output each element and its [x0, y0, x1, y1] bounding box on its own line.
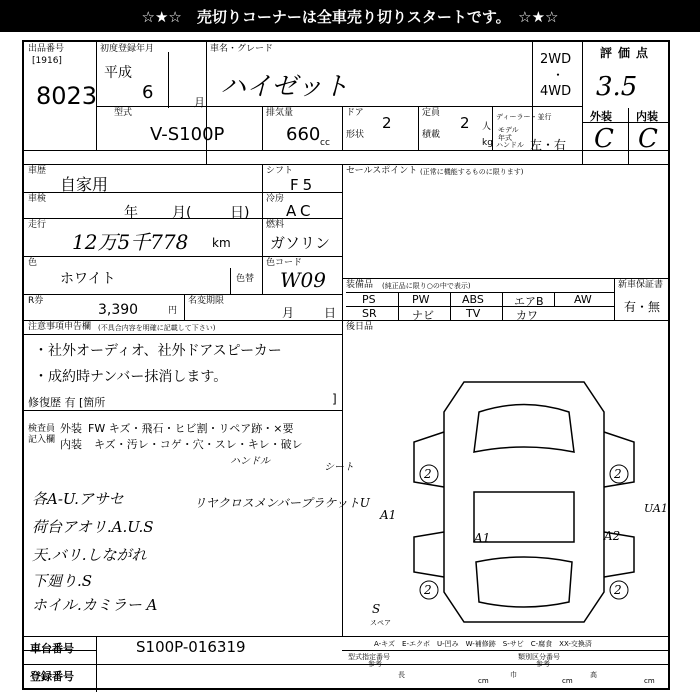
- inspector-ext-items: FW キズ・飛石・ヒビ割・リペア跡・×要: [88, 422, 294, 435]
- score-value: 3.5: [596, 72, 638, 102]
- transfer-month: 月: [282, 306, 295, 320]
- divider: [342, 164, 343, 636]
- class-ref: 参考: [536, 660, 550, 668]
- handle-value: 左・右: [530, 138, 567, 152]
- top-banner: [0, 0, 700, 32]
- insp-day: 日): [230, 205, 250, 221]
- divider: [614, 278, 615, 320]
- regno-label: 登録番号: [30, 670, 74, 683]
- mark-spare: S: [372, 602, 381, 616]
- equip-aw: AW: [574, 293, 592, 306]
- dim-length-unit: cm: [478, 677, 489, 685]
- post-label: 後日品: [346, 322, 374, 332]
- hw-line-4: 下廻り.S: [32, 572, 93, 590]
- divider: [96, 636, 97, 692]
- divider: [24, 256, 342, 257]
- hw-line-5: ホイル.カミラー A: [32, 596, 158, 614]
- notes-label: 注意事項申告欄: [28, 322, 92, 332]
- divider: [230, 268, 231, 294]
- insp-month: 月(: [172, 205, 192, 221]
- mark-wheel-rr: 2: [614, 583, 622, 597]
- cap-label: 定員: [422, 108, 441, 118]
- inspection-label: 車検: [28, 194, 47, 204]
- model-value: V-S100P: [150, 124, 225, 145]
- color-value: ホワイト: [60, 271, 116, 287]
- reg-era: 平成: [104, 65, 132, 81]
- inspector-ext-label: 外装: [60, 422, 82, 435]
- recycle-value: 3,390: [98, 302, 139, 318]
- dim-height-unit: cm: [644, 677, 655, 685]
- load-label: 積載: [422, 130, 441, 140]
- model-year-label: モデル 年式: [498, 126, 519, 142]
- load-unit: kg: [482, 138, 493, 148]
- transfer-label: 名変期限: [188, 296, 225, 306]
- mark-wheel-fl: 2: [424, 467, 432, 481]
- inspector-label: 検査員 記入欄: [28, 424, 56, 445]
- equip-navi: ナビ: [412, 309, 434, 322]
- mark-side-left: A1: [380, 508, 397, 522]
- car-damage-diagram: [404, 372, 644, 634]
- disp-unit: cc: [320, 138, 330, 148]
- divider: [24, 150, 668, 151]
- divider: [24, 410, 342, 411]
- ext-label: 外装: [590, 110, 612, 123]
- shaken-label: 車歴: [28, 166, 47, 176]
- divider: [398, 292, 399, 320]
- divider: [206, 42, 207, 164]
- reg-label: 初度登録年月: [100, 44, 155, 54]
- repair-close: ]: [332, 392, 337, 406]
- repair-history: 修復歴 有 [箇所: [28, 396, 106, 409]
- insp-year: 年: [124, 205, 138, 221]
- reg-year: 6: [142, 82, 154, 103]
- equip-abs: ABS: [462, 293, 484, 306]
- dealer-label: ディーラー・並行: [496, 113, 552, 121]
- equip-tv: TV: [466, 307, 481, 320]
- type-ref: 参考: [368, 660, 382, 668]
- dim-length: 長: [398, 671, 405, 679]
- car-name: ハイゼット: [220, 72, 349, 102]
- equip-sr: SR: [362, 307, 377, 320]
- divider: [24, 164, 668, 165]
- drive-4wd: 4WD: [540, 84, 572, 99]
- chassis-value: S100P-016319: [136, 638, 246, 656]
- divider: [342, 278, 668, 279]
- int-grade: C: [638, 124, 658, 154]
- divider: [168, 52, 169, 108]
- divider: [450, 292, 451, 320]
- hw-line-2: 荷台アオリ.A.U.S: [32, 518, 154, 536]
- notes-sub: (不具合内容を明確に記載して下さい): [98, 324, 216, 332]
- divider: [24, 636, 668, 637]
- divider: [262, 106, 263, 150]
- equip-leather: カワ: [516, 309, 538, 322]
- divider: [184, 294, 185, 320]
- cap-unit: 人: [482, 122, 492, 132]
- int-label: 内装: [636, 110, 658, 123]
- auction-sheet: [22, 40, 670, 690]
- inspector-note-handle: ハンドル: [230, 456, 270, 467]
- hw-line-1: 各A-U.アサセ: [32, 490, 124, 508]
- drive-dot: ・: [552, 68, 565, 82]
- equip-airbag: エアB: [514, 295, 544, 308]
- divider: [24, 294, 342, 295]
- divider: [342, 650, 668, 651]
- note-item-2: ・成約時ナンバー抹消します。: [34, 369, 228, 385]
- divider: [342, 106, 343, 150]
- legend: A-キズ E-エクボ U-凹み W-補修跡 S-サビ C-腐食 XX-交換済: [374, 640, 592, 648]
- ac-label: 冷房: [266, 194, 285, 204]
- divider: [418, 106, 419, 150]
- doors-label: ドア: [346, 108, 364, 118]
- hw-mid: リヤクロスメンバープラケットU: [194, 496, 370, 510]
- ext-grade: C: [594, 124, 614, 154]
- cap-value: 2: [460, 114, 470, 132]
- dim-width: 巾: [510, 671, 517, 679]
- dim-width-unit: cm: [562, 677, 573, 685]
- recycle-label: R券: [28, 296, 44, 306]
- mark-side-left-2: A1: [474, 531, 491, 545]
- equip-ps: PS: [362, 293, 376, 306]
- note-item-1: ・社外オーディオ、社外ドアスピーカー: [34, 343, 282, 359]
- dim-height: 高: [590, 671, 597, 679]
- divider: [24, 334, 342, 335]
- mark-ua1: UA1: [644, 502, 668, 515]
- divider: [628, 108, 629, 164]
- score-label: 評価点: [600, 46, 655, 60]
- color-label: 色: [28, 258, 38, 268]
- chassis-label: 車台番号: [30, 642, 74, 655]
- new-guarantee-label: 新車保証書: [618, 280, 664, 290]
- transfer-day: 日: [324, 306, 337, 320]
- divider: [96, 106, 582, 107]
- divider: [582, 42, 583, 164]
- recycle-unit: 円: [168, 306, 178, 316]
- model-label: 型式: [114, 108, 133, 118]
- divider: [342, 320, 668, 321]
- mileage-unit: km: [212, 236, 231, 250]
- shape-label: 形状: [346, 130, 365, 140]
- reg-month-unit: 月: [194, 96, 205, 109]
- color-code-label: 色コード: [266, 258, 303, 268]
- inspector-int-items: キズ・汚レ・コゲ・穴・スレ・キレ・破レ: [94, 438, 303, 451]
- fuel-value: ガソリン: [270, 234, 331, 252]
- color-code: W09: [280, 268, 327, 292]
- shift-value: F5: [290, 176, 317, 194]
- lot-sub: [1916]: [32, 56, 62, 66]
- equip-label: 装備品: [346, 280, 374, 290]
- banner-text: ☆★☆ 売切りコーナーは全車売り切りスタートです。 ☆★☆: [141, 8, 559, 26]
- disp-value: 660: [286, 124, 321, 145]
- mileage-label: 走行: [28, 220, 47, 230]
- divider: [262, 164, 263, 294]
- mileage-value: 12万5千778: [72, 230, 189, 254]
- lot-number: 8023: [36, 82, 98, 110]
- guarantee-value: 有・無: [624, 300, 661, 314]
- type-label: 型式指定番号: [348, 653, 390, 661]
- ac-value: AC: [286, 202, 315, 220]
- mark-side-right: A2: [604, 529, 621, 543]
- sales-label: セールスポイント: [346, 166, 418, 176]
- class-label: 類別区分番号: [518, 653, 560, 661]
- disp-label: 排気量: [266, 108, 294, 118]
- inspector-int-label: 内装: [60, 438, 82, 451]
- inspector-note-seat: シート: [324, 462, 354, 473]
- spare-label: スペア: [370, 619, 391, 627]
- drive-2wd: 2WD: [540, 52, 572, 67]
- divider: [502, 292, 503, 320]
- doors-value: 2: [382, 114, 392, 132]
- fuel-label: 燃料: [266, 220, 285, 230]
- divider: [532, 42, 533, 150]
- equip-sub: (純正品に限り○の中で表示): [382, 282, 471, 290]
- divider: [554, 292, 555, 306]
- handle-label: ハンドル: [496, 141, 524, 149]
- mark-wheel-fr: 2: [614, 467, 622, 481]
- divider: [24, 664, 668, 665]
- shift-label: シフト: [266, 166, 294, 176]
- hw-line-3: 天.バリ.しながれ: [32, 546, 147, 564]
- divider: [24, 320, 342, 321]
- equip-pw: PW: [412, 293, 430, 306]
- sales-note: (正常に機能するものに限ります): [420, 168, 524, 176]
- lot-label: 出品番号: [28, 44, 65, 54]
- shaken-value: 自家用: [60, 175, 109, 194]
- color-change-label: 色替: [236, 274, 255, 284]
- car-label: 車名・グレード: [210, 44, 274, 54]
- mark-wheel-rl: 2: [424, 583, 432, 597]
